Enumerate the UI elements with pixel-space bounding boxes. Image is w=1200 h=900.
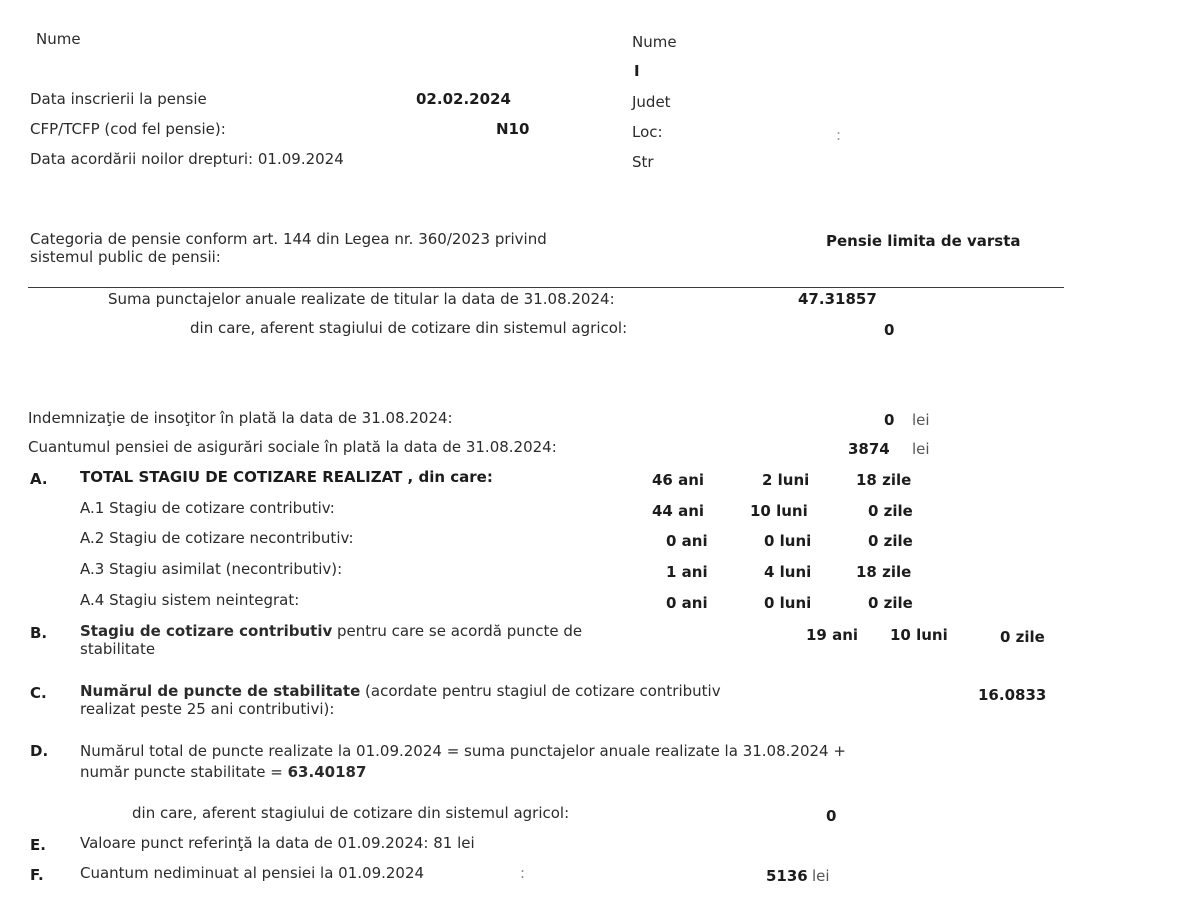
- section-a-zile: 18 zile: [856, 471, 912, 489]
- loc-mark: :: [836, 126, 842, 144]
- section-b-title: [80, 622, 582, 640]
- divider-line: [28, 287, 1064, 288]
- section-b-title-rest: pentru care se acordă puncte de: [332, 622, 583, 640]
- section-a3-label: A.3 Stagiu asimilat (necontributiv):: [80, 560, 343, 578]
- section-b-title-bold: Stagiu de cotizare contributiv: [80, 622, 333, 640]
- section-e-label: Valoare punct referinţă la data de 01.09.2024: 81 lei: [80, 834, 475, 852]
- data-acordarii-label: Data acordării noilor drepturi: 01.09.2024: [30, 150, 344, 168]
- indemnizatie-value: 0: [884, 411, 895, 429]
- indemnizatie-label: Indemnizaţie de insoţitor în plată la data de 31.08.2024:: [28, 409, 453, 427]
- agricol-value: 0: [884, 321, 895, 339]
- category-label-line2: sistemul public de pensii:: [30, 248, 221, 266]
- data-inscrierii-label: Data inscrierii la pensie: [30, 90, 207, 108]
- section-d-line2-prefix: număr puncte stabilitate =: [80, 763, 288, 781]
- section-a1-label: A.1 Stagiu de cotizare contributiv:: [80, 499, 335, 517]
- category-label-line1: Categoria de pensie conform art. 144 din Legea nr. 360/2023 privind: [30, 230, 547, 248]
- suma-punctaje-label: Suma punctajelor anuale realizate de titular la data de 31.08.2024:: [108, 290, 615, 308]
- cuantum-plata-label: Cuantumul pensiei de asigurări sociale în plată la data de 31.08.2024:: [28, 438, 557, 456]
- section-d-line2: [80, 763, 366, 781]
- section-d-total-value: 63.40187: [287, 763, 367, 781]
- suma-punctaje-value: 47.31857: [798, 290, 877, 308]
- section-a3-luni: 4 luni: [764, 563, 812, 581]
- section-a-ani: 46 ani: [652, 471, 705, 489]
- section-c-letter: C.: [30, 684, 47, 702]
- cfp-label: CFP/TCFP (cod fel pensie):: [30, 120, 226, 138]
- str-label: Str: [632, 153, 654, 171]
- section-a4-zile: 0 zile: [868, 594, 913, 612]
- section-a1-zile: 0 zile: [868, 502, 913, 520]
- section-f-colon: :: [520, 864, 526, 882]
- section-b-luni: 10 luni: [890, 626, 948, 644]
- section-b-zile: 0 zile: [1000, 628, 1045, 646]
- section-e-letter: E.: [30, 836, 46, 854]
- category-value: Pensie limita de varsta: [826, 232, 1021, 250]
- data-inscrierii-value: 02.02.2024: [416, 90, 511, 108]
- left-nume-label: Nume: [36, 30, 81, 48]
- right-initial: I: [634, 62, 640, 80]
- section-c-title-rest: (acordate pentru stagiul de cotizare contributiv: [360, 682, 721, 700]
- section-a2-zile: 0 zile: [868, 532, 913, 550]
- section-a2-ani: 0 ani: [666, 532, 708, 550]
- section-a-title: TOTAL STAGIU DE COTIZARE REALIZAT , din care:: [80, 468, 493, 486]
- section-f-unit: lei: [812, 867, 830, 885]
- section-a-luni: 2 luni: [762, 471, 810, 489]
- section-d-line1: Numărul total de puncte realizate la 01.09.2024 = suma punctajelor anuale realizate la 31.08.2024 +: [80, 742, 846, 760]
- section-c-line2: realizat peste 25 ani contributivi):: [80, 700, 335, 718]
- section-c-title-bold: Numărul de puncte de stabilitate: [80, 682, 361, 700]
- judet-label: Judet: [632, 93, 671, 111]
- section-d-agricol-value: 0: [826, 807, 837, 825]
- section-a2-label: A.2 Stagiu de cotizare necontributiv:: [80, 529, 354, 547]
- section-c-title: [80, 682, 721, 700]
- section-a4-ani: 0 ani: [666, 594, 708, 612]
- cfp-value: N10: [496, 120, 530, 138]
- section-f-value: 5136: [766, 867, 808, 885]
- loc-label: Loc:: [632, 123, 663, 141]
- right-nume-label: Nume: [632, 33, 677, 51]
- section-c-value: 16.0833: [978, 686, 1047, 704]
- section-a4-luni: 0 luni: [764, 594, 812, 612]
- section-b-line2: stabilitate: [80, 640, 156, 658]
- section-f-letter: F.: [30, 866, 44, 884]
- section-d-letter: D.: [30, 742, 49, 760]
- section-a1-luni: 10 luni: [750, 502, 808, 520]
- section-b-letter: B.: [30, 624, 48, 642]
- section-b-ani: 19 ani: [806, 626, 859, 644]
- section-a3-ani: 1 ani: [666, 563, 708, 581]
- section-a-letter: A.: [30, 470, 48, 488]
- section-a1-ani: 44 ani: [652, 502, 705, 520]
- indemnizatie-unit: lei: [912, 411, 930, 429]
- section-f-label: Cuantum nediminuat al pensiei la 01.09.2024: [80, 864, 425, 882]
- section-a3-zile: 18 zile: [856, 563, 912, 581]
- section-d-agricol-label: din care, aferent stagiului de cotizare din sistemul agricol:: [132, 804, 570, 822]
- agricol-label: din care, aferent stagiului de cotizare din sistemul agricol:: [190, 319, 628, 337]
- cuantum-plata-value: 3874: [848, 440, 890, 458]
- cuantum-plata-unit: lei: [912, 440, 930, 458]
- section-a2-luni: 0 luni: [764, 532, 812, 550]
- section-a4-label: A.4 Stagiu sistem neintegrat:: [80, 591, 300, 609]
